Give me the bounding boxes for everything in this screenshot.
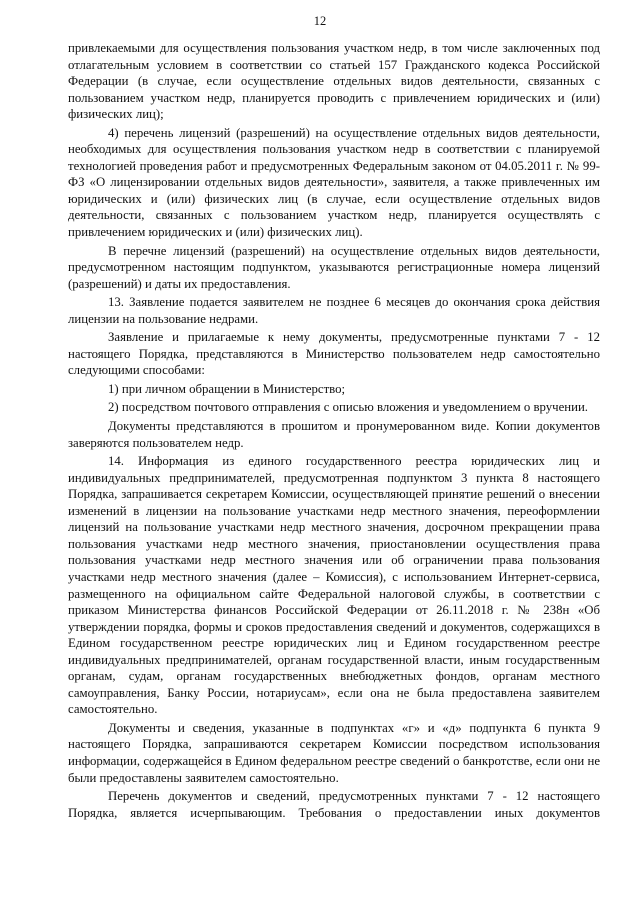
paragraph-licenses-registration: В перечне лицензий (разрешений) на осуществление отдельных видов деятельности, предусмотренном настоящим подпунктом, указываются регистрационные номера лицензий (разрешений) и даты их предоставления.	[68, 243, 600, 291]
page-number: 12	[313, 14, 327, 28]
paragraph-method-1: 1) при личном обращении в Министерство;	[108, 381, 346, 396]
paragraph-licenses-list: 4) перечень лицензий (разрешений) на осуществление отдельных видов деятельности, необходимых для осуществления пользования участком недр в соответствии с планируемой технологией проведения работ и предусмотренных Федеральным законом от 04.05.2011 г. № 99-ФЗ «О лицензировании отдельных видов деятельности», заявителя, а также привлеченных им юридических и (или) физических лиц (в случае, если осуществление отдельных видов деятельности, связанных с пользованием участком недр, планируется осуществлять с привлечением юридических и (или) физических лиц).	[68, 125, 600, 240]
paragraph-item-13: 13. Заявление подается заявителем не позднее 6 месяцев до окончания срока действия лицензии на пользование недрами.	[68, 295, 600, 326]
paragraph-exhaustive-list: Перечень документов и сведений, предусмотренных пунктами 7 - 12 настоящего Порядка, является исчерпывающим. Требования о предоставлении иных документов	[68, 789, 600, 820]
document-body	[68, 40, 600, 821]
paragraph-method-2: 2) посредством почтового отправления с описью вложения и уведомлением о вручении.	[108, 400, 589, 415]
paragraph-documents-form: Документы представляются в прошитом и пронумерованном виде. Копии документов заверяются пользователем недр.	[68, 419, 600, 450]
paragraph-bankruptcy-registry: Документы и сведения, указанные в подпунктах «г» и «д» подпункта 6 пункта 9 настоящего Порядка, запрашиваются секретарем Комиссии посредством использования информации, содержащейся в Едином федеральном реестре сведений о банкротстве, если они не были предоставлены заявителем самостоятельно.	[68, 720, 600, 785]
paragraph-submission: Заявление и прилагаемые к нему документы, предусмотренные пунктами 7 - 12 настоящего Порядка, представляются в Министерство пользователем недр самостоятельно следующими способами:	[68, 330, 600, 378]
paragraph-item-14: 14. Информация из единого государственного реестра юридических лиц и индивидуальных предпринимателей, предусмотренная подпунктом 3 пункта 8 настоящего Порядка, запрашивается секретарем Комиссии, осуществляющей принятие решений о внесении изменений в лицензии на пользование участками недр местного значения, переоформлении лицензий на пользование участками недр местного значения, досрочном прекращении права пользования участками недр местного значения, приостановлении осуществления права пользования участками недр местного значения или об ограничении права пользования участками недр местного значения (далее – Комиссия), с использованием Интернет-сервиса, размещенного на официальном сайте Федеральной налоговой службы, в соответствии с приказом Министерства финансов Российской Федерации от 26.11.2018 г. № 238н «Об утверждении порядка, формы и сроков предоставления сведений и документов, содержащихся в Едином государственном реестре юридических лиц и Едином государственном реестре индивидуальных предпринимателей, органам государственной власти, иным государственным органам, судам, органам государственных внебюджетных фондов, органам местного самоуправления, Банку России, нотариусам», если она не была предоставлена заявителем самостоятельно.	[68, 454, 600, 717]
paragraph-continuation: привлекаемыми для осуществления пользования участком недр, в том числе заключенных под отлагательным условием в соответствии со статьей 157 Гражданского кодекса Российской Федерации (в случае, если осуществление отдельных видов деятельности, связанных с пользованием участком недр, планируется проводить с привлечением юридических и (или) физических лиц);	[68, 41, 600, 122]
